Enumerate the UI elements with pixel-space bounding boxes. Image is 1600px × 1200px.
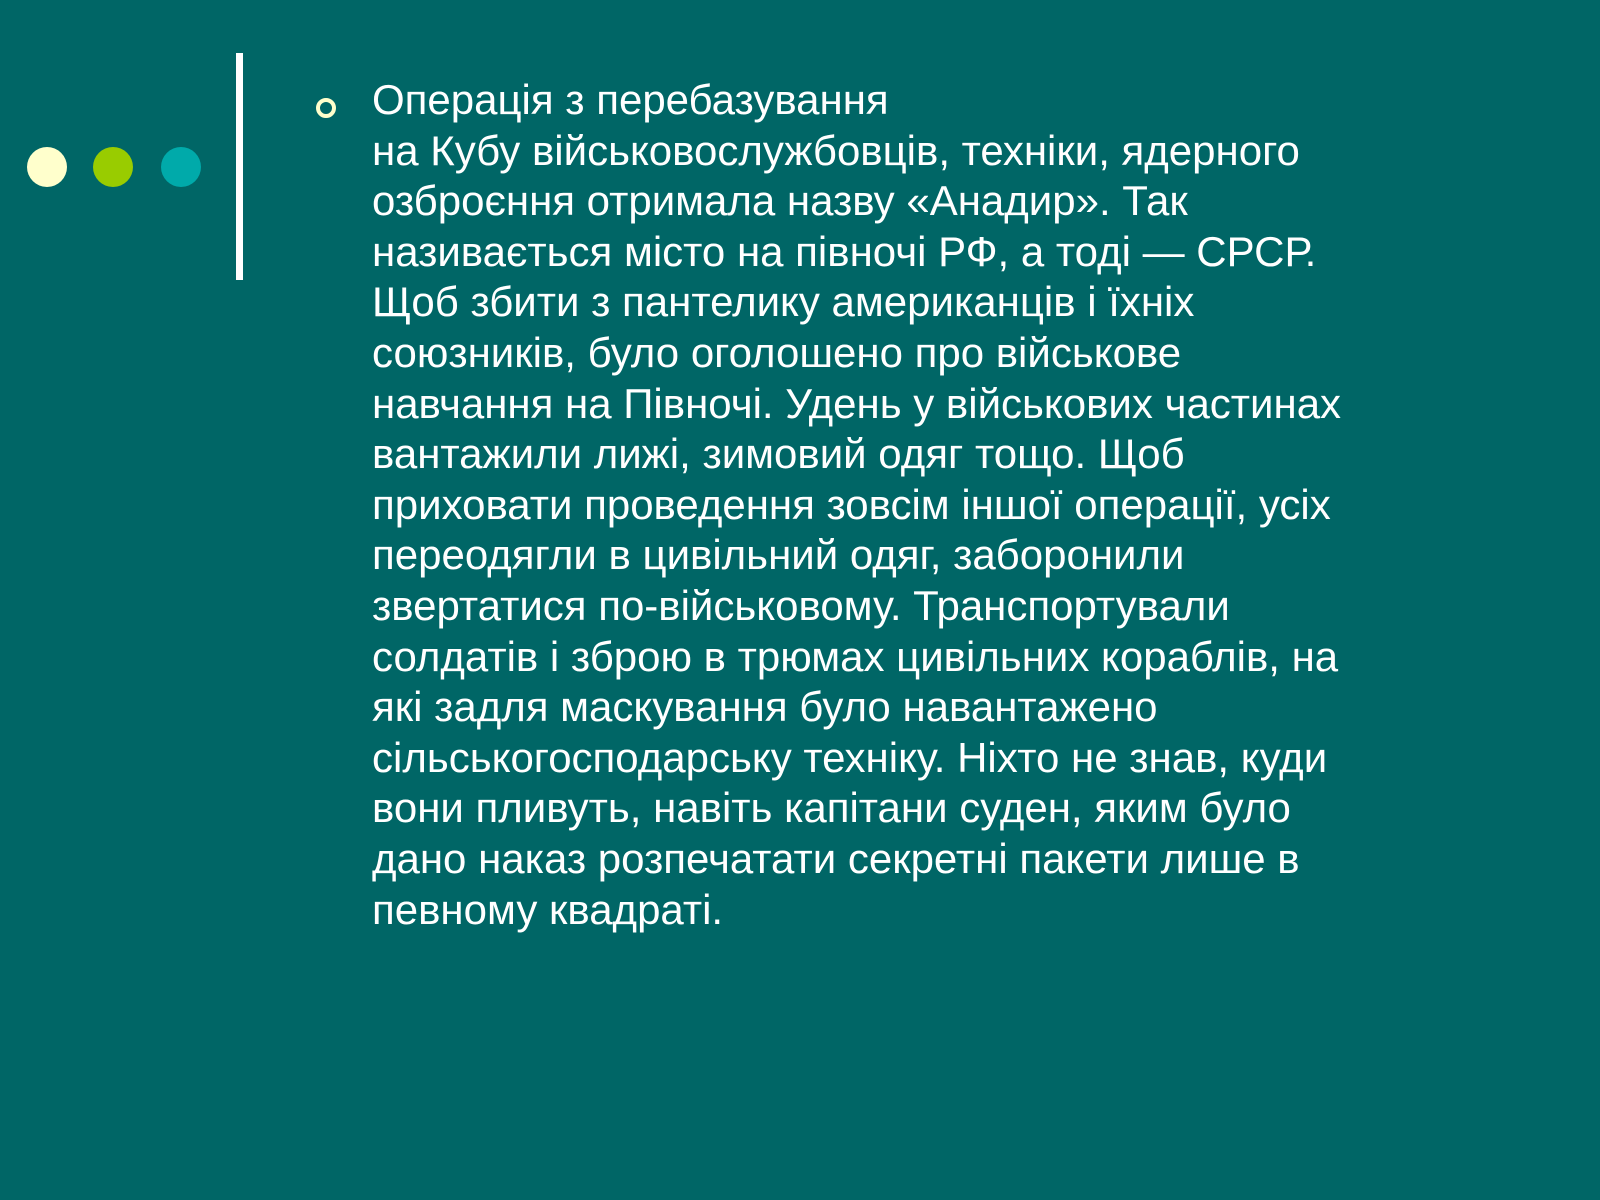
slide-body-text: Операція з перебазування на Кубу військовослужбовців, техніки, ядерного озброєння отримала назву «Анадир». Так називається місто на півночі РФ, а тоді — СРСР. Щоб збити з пантелику американців і їхніх союзників, було оголошено про військове навчання на Півночі. Удень у військових частинах вантажили лижі, зимовий одяг тощо. Щоб приховати проведення зовсім іншої операції, усіх переодягли в цивільний одяг, заборонили звертатися по-військовому. Транспортували солдатів і зброю в трюмах цивільних кораблів, на які задля маскування було навантажено сільськогосподарську техніку. Ніхто не знав, куди вони пливуть, навіть капітани суден, яким було дано наказ розпечатати секретні пакети лише в певному квадраті.: [372, 76, 1342, 933]
vertical-divider: [236, 53, 243, 280]
bullet-icon: [316, 98, 336, 118]
decor-dot-green-icon: [93, 147, 133, 187]
decor-dot-teal-icon: [161, 147, 201, 187]
decor-dot-cream-icon: [27, 147, 67, 187]
